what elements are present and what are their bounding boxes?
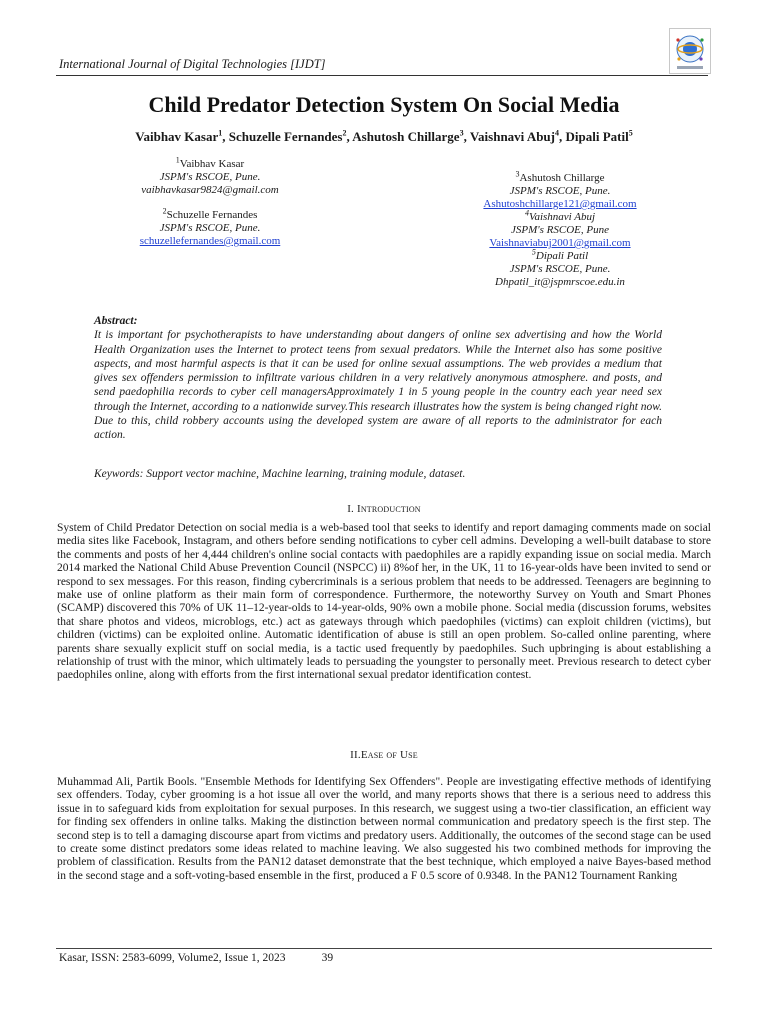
affiliation-institution: JSPM's RSCOE, Pune <box>511 224 609 236</box>
introduction-text: System of Child Predator Detection on social media is a web-based tool that seeks to identify and report damaging comments made on social media sites like Facebook, Instagram, and others before sending notifications to cyber cell admins. Developing a well-built database to store the comments and posts of her 4,444 children's online social contacts with paedophiles are a rapidly expanding issue on social media. March 2014 marked the National Child Abuse Prevention Council (NSPCC) ii) 8%of her, in the UK, 11 to 16-year-olds have been invited to send or respond to sex messages. For this reason, finding cybercriminals is a serious problem that needs to be addressed. Teenagers are beginning to make use of online platform as their main form of correspondence. Furthermore, the noteworthy Survey on Youth and Smart Phones (SCAMP) discovered this 70% of UK 11‒12-year-olds to 14-year-olds, 90% own a mobile phone. Social media (discussion forums, websites that share photos and videos, microblogs, etc.) act as gateways through which paedophiles (victims) can exploit children (victims), but children (victims) can be exploited online. Automatic identification of abuse is still an open problem. So-called online parenting, where parents share sexually explicit stuff on social media, is a tactic used frequently by paedophiles. Such upbringing is about establishing a relationship of trust with the minor, which ultimately leads to persuading the youngster to personally meet. Previous research to detect cyber paedophiles online, along with efforts from the first international sexual predator identification contest. <box>57 522 711 682</box>
page-number: 39 <box>321 952 334 964</box>
email-link[interactable]: Ashutoshchillarge121@gmail.com <box>483 198 637 210</box>
affiliation-name: Vaibhav Kasar <box>179 158 245 170</box>
affiliation-institution: JSPM's RSCOE, Pune. <box>509 185 611 197</box>
author-name: Vaishnavi Abuj <box>469 129 555 144</box>
footer-citation: Kasar, ISSN: 2583-6099, Volume2, Issue 1, 2023 <box>59 952 286 964</box>
affiliation-email: vaibhavkasar9824@gmail.com <box>141 184 279 196</box>
affiliation-email: Dhpatil_it@jspmrscoe.edu.in <box>495 276 625 288</box>
abstract-heading: Abstract: <box>94 315 138 327</box>
affiliation-name: Dipali Patil <box>535 250 589 262</box>
section-heading-introduction: I. Introduction <box>347 503 421 515</box>
affiliation-block: $^2$Schuzelle Fernandes JSPM's RSCOE, Pune. schuzellefernandes@gmail.com <box>120 209 300 248</box>
affiliation-institution: JSPM's RSCOE, Pune. <box>509 263 611 275</box>
header-rule <box>56 75 708 76</box>
affiliations-left <box>120 155 300 248</box>
author-name: Ashutosh Chillarge <box>352 129 460 144</box>
affiliation-institution: JSPM's RSCOE, Pune. <box>159 222 261 234</box>
author-name: Schuzelle Fernandes <box>228 129 343 144</box>
abstract <box>94 314 662 443</box>
abstract-text: It is important for psychotherapists to have understanding about dangers of online sex advertising and how the World Health Organization uses the Internet to protect teens from sexual predators. While the Internet also has some positive aspects, and most harmful aspects is that it can be used for online sexual assumptions. The web provides a medium that gives sex offenders permission to infiltrate various children in a very relatively anonymous atmosphere. and posts, and send paedophilia records to cyber cell managersApproximately 1 in 5 young people in the country each year need sex through the Internet, according to a nationwide survey.This research illustrates how the system is being changed right now. Due to this, child robbery accounts using the developed system are aware of all reports to the administrator for each action. <box>94 329 662 442</box>
section-heading-ease-of-use: II.Ease of Use <box>350 749 418 761</box>
affiliation-block: $^5$Dipali Patil JSPM's RSCOE, Pune. Dhpatil_it@jspmrscoe.edu.in <box>460 250 660 289</box>
footer-rule <box>56 948 712 949</box>
page-footer <box>59 952 333 964</box>
paper-title: Child Predator Detection System On Social Media <box>148 92 620 117</box>
affiliation-name: Schuzelle Fernandes <box>166 209 258 221</box>
journal-logo <box>669 28 711 74</box>
author-list: Vaibhav Kasar$^1$, Schuzelle Fernandes$^2$, Ashutosh Chillarge$^3$, Vaishnavi Abuj$^4$, Dipali Patil$^5$ <box>135 128 633 144</box>
ease-of-use-text: Muhammad Ali, Partik Bools. "Ensemble Methods for Identifying Sex Offenders". People are investigating effective methods of identifying sex offenders. Today, cyber grooming is a hot issue all over the world, and many reports shows that there is a serious need to address this issue in to safeguard kids from exploitation for sexual purposes. In this research, we suggest using a two-tier classification, an efficient way for finding sex offenders in online talks. Making the distinction between normal communication and predatory speech is the first step. The second step is to tell a damaging discourse apart from victims and predatory users. Additionally, the outcomes of the second stage can be used to create some distinct predators some ideas related to machine leaving. We also suggested his two combined methods for improving the problem of classification. Results from the PAN12 dataset demonstrate that the best technique, which employed a naive Bayes-based method in the second stage and a soft-voting-based ensemble in the first, produced a F 0.5 score of 0.9348. In the PAN12 Tournament Ranking <box>57 776 711 882</box>
affiliation-institution: JSPM's RSCOE, Pune. <box>159 171 261 183</box>
author-name: Vaibhav Kasar <box>135 129 219 144</box>
affiliation-block: $^1$Vaibhav Kasar JSPM's RSCOE, Pune. vaibhavkasar9824@gmail.com <box>120 158 300 197</box>
journal-name: International Journal of Digital Technologies [IJDT] <box>59 57 326 71</box>
email-link[interactable]: Vaishnaviabuj2001@gmail.com <box>489 237 631 249</box>
author-name: Dipali Patil <box>565 129 629 144</box>
email-link[interactable]: schuzellefernandes@gmail.com <box>139 235 281 247</box>
keywords: Keywords: Support vector machine, Machine learning, training module, dataset. <box>94 468 466 480</box>
affiliation-block: $^3$Ashutosh Chillarge JSPM's RSCOE, Pune. Ashutoshchillarge121@gmail.com <box>460 172 660 211</box>
affiliation-name: Vaishnavi Abuj <box>528 211 596 223</box>
affiliations-right <box>460 169 660 289</box>
affiliation-name: Ashutosh Chillarge <box>519 172 605 184</box>
affiliation-block: $^4$Vaishnavi Abuj JSPM's RSCOE, Pune Vaishnaviabuj2001@gmail.com <box>460 211 660 250</box>
